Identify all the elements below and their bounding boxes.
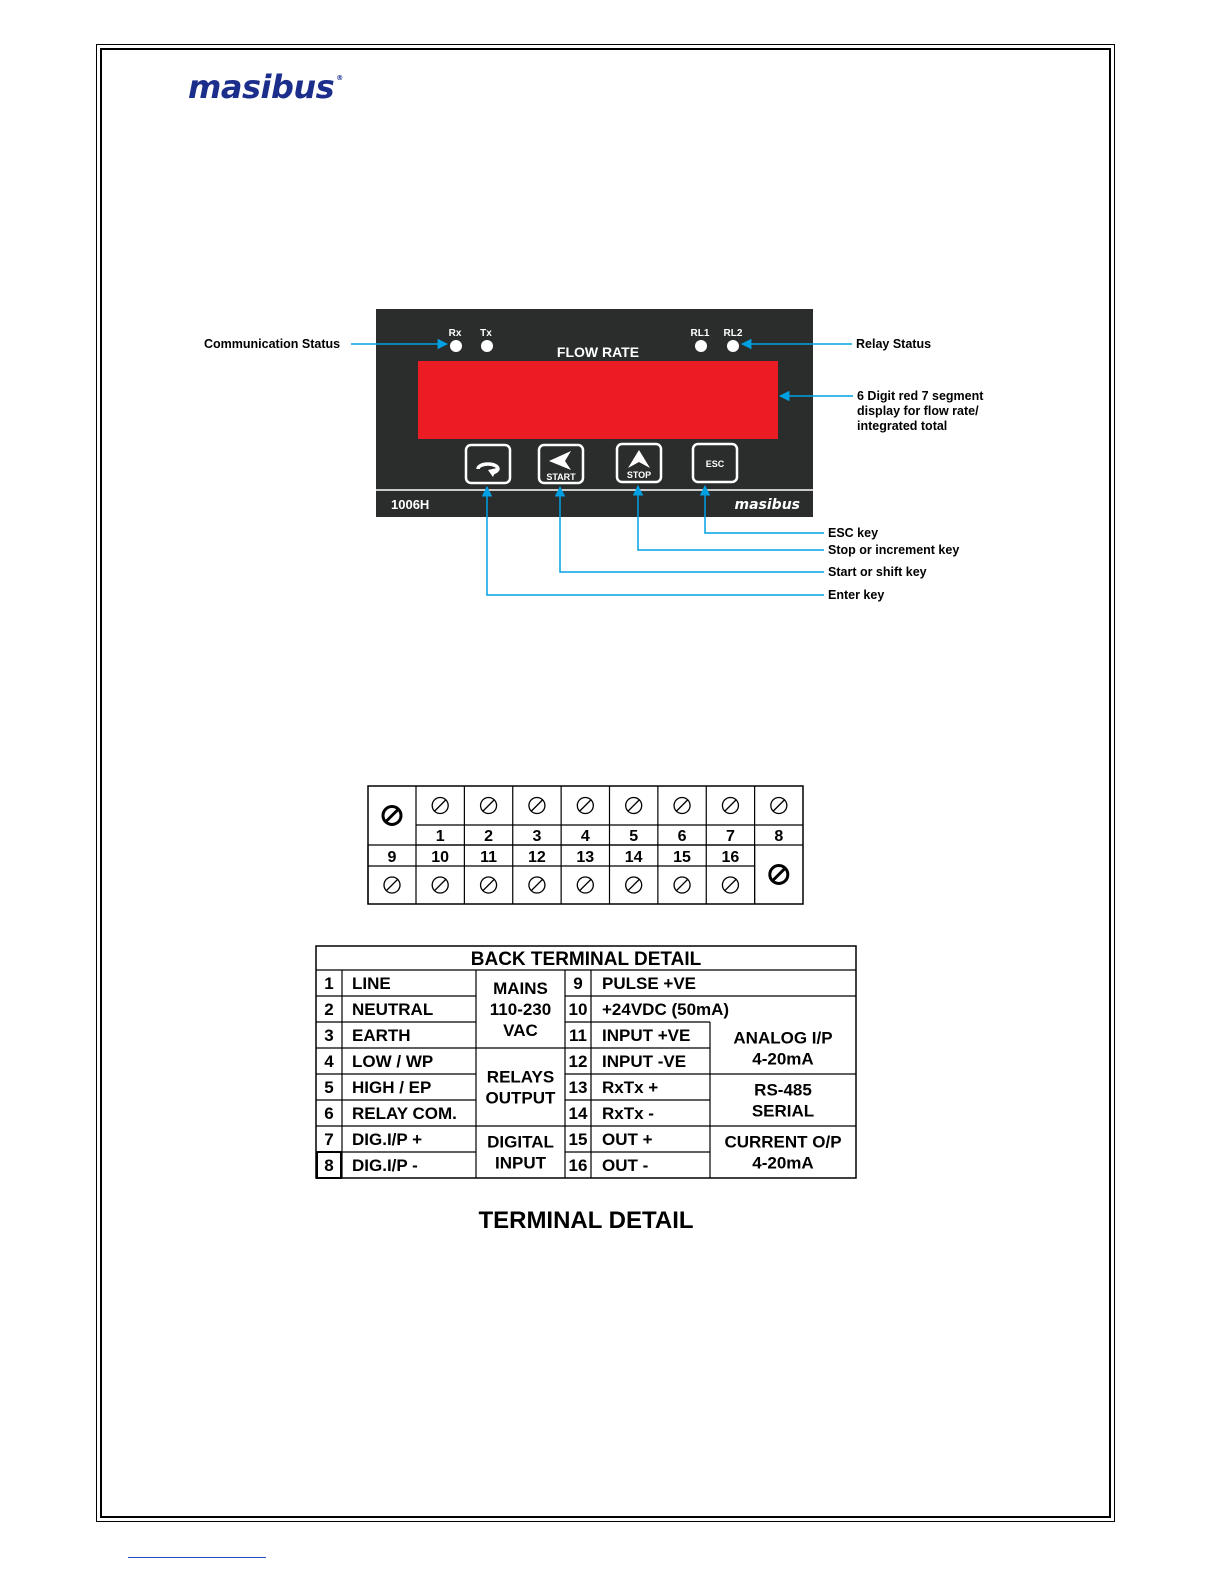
screw-slot (628, 879, 640, 891)
table-right-group: SERIAL (751, 1101, 815, 1121)
table-right-number: 13 (568, 1078, 588, 1097)
table-right-group: ANALOG I/P (733, 1028, 833, 1048)
screw-slot (773, 800, 785, 812)
screw-slot (483, 800, 495, 812)
terminal-screw-icon (577, 877, 593, 893)
table-left-group: VAC (503, 1021, 538, 1040)
table-left-label: RELAY COM. (352, 1104, 457, 1123)
screw-slot (434, 879, 446, 891)
enter-key[interactable] (466, 445, 510, 483)
screw-slot (772, 868, 786, 882)
esc-key-label: ESC (705, 459, 725, 469)
led-label-rl2: RL2 (723, 328, 743, 339)
led-label-tx: Tx (480, 328, 492, 339)
table-right-label: +24VDC (50mA) (602, 1000, 730, 1019)
table-right-number: 14 (568, 1104, 588, 1123)
esc-key[interactable] (693, 444, 737, 482)
table-left-label: HIGH / EP (352, 1078, 432, 1097)
terminal-number: 4 (580, 828, 590, 845)
table-right-group: RS-485 (754, 1080, 812, 1100)
terminal-screw-icon (674, 798, 690, 814)
table-right-number: 11 (569, 1026, 587, 1045)
terminal-screw-icon (577, 798, 593, 814)
table-left-number: 2 (324, 1000, 334, 1019)
enter-key-callout: Enter key (828, 588, 885, 602)
table-left-group: INPUT (495, 1153, 546, 1173)
table-right-number: 16 (568, 1156, 588, 1175)
table-left-group: 110-230 (489, 1000, 552, 1019)
table-left-label: DIG.I/P - (352, 1156, 418, 1175)
screw-slot (483, 879, 495, 891)
table-right-number: 10 (568, 1000, 588, 1019)
table-left-group: RELAYS (486, 1067, 555, 1087)
table-left-number: 1 (324, 974, 334, 993)
table-left-group: DIGITAL (487, 1132, 554, 1152)
terminal-screw-icon (674, 877, 690, 893)
screw-slot (676, 800, 688, 812)
led-label-rx: Rx (448, 328, 462, 339)
screw-slot (579, 879, 591, 891)
table-left-label: DIG.I/P + (352, 1130, 423, 1149)
terminal-number: 5 (629, 828, 639, 845)
start-key[interactable] (539, 445, 583, 483)
screw-slot (434, 800, 446, 812)
terminal-block (368, 786, 803, 904)
display-callout-line3: integrated total (857, 419, 948, 433)
table-left-number: 5 (324, 1078, 334, 1097)
led-label-rl1: RL1 (690, 328, 710, 339)
terminal-screw-icon (481, 877, 497, 893)
table-left-label: LOW / WP (352, 1052, 434, 1071)
table-left-group: OUTPUT (485, 1088, 556, 1108)
table-left-number: 8 (324, 1156, 334, 1175)
screw-slot (724, 879, 736, 891)
terminal-number: 7 (725, 828, 735, 845)
table-right-label: OUT + (602, 1130, 653, 1149)
table-right-label: RxTx + (602, 1078, 659, 1097)
display-title: FLOW RATE (556, 344, 640, 360)
panel-brand: masibus (734, 497, 800, 513)
table-left-label: LINE (352, 974, 391, 993)
table-right-number: 9 (573, 974, 583, 993)
relay-status-label: Relay Status (856, 337, 932, 351)
led-tx (481, 340, 493, 352)
terminal-screw-icon (529, 877, 545, 893)
esc-key-callout: ESC key (828, 526, 879, 540)
table-left-group: MAINS (493, 979, 548, 998)
table-right-label: RxTx - (602, 1104, 654, 1123)
stop-key[interactable] (617, 444, 661, 482)
table-right-number: 12 (568, 1052, 588, 1071)
start-key-callout: Start or shift key (828, 565, 927, 579)
terminal-number: 15 (673, 849, 691, 866)
table-left-number: 7 (324, 1130, 334, 1149)
terminal-number: 12 (528, 849, 546, 866)
back-terminal-table (316, 946, 856, 1178)
terminal-number: 10 (431, 849, 450, 866)
table-left-label: EARTH (352, 1026, 411, 1045)
screw-slot (531, 879, 543, 891)
table-right-number: 15 (568, 1130, 588, 1149)
table-left-number: 4 (324, 1052, 334, 1071)
terminal-number: 16 (721, 849, 740, 866)
terminal-number: 2 (484, 828, 494, 845)
terminal-number: 6 (677, 828, 687, 845)
terminal-screw-icon (432, 798, 448, 814)
display-callout-line2: display for flow rate/ (857, 404, 979, 418)
start-key-label: START (546, 472, 576, 482)
communication-status-label: Communication Status (204, 337, 341, 351)
back-table-title: BACK TERMINAL DETAIL (470, 949, 702, 970)
terminal-number: 9 (387, 849, 397, 866)
table-right-label: OUT - (602, 1156, 649, 1175)
terminal-number: 8 (774, 828, 784, 845)
terminal-number: 1 (435, 828, 445, 845)
table-right-label: INPUT +VE (602, 1026, 691, 1045)
screw-slot (676, 879, 688, 891)
display-callout-line1: 6 Digit red 7 segment (857, 389, 984, 403)
terminal-screw-icon (626, 798, 642, 814)
led-rl2 (727, 340, 739, 352)
terminal-detail-caption: TERMINAL DETAIL (478, 1207, 694, 1234)
terminal-screw-icon (529, 798, 545, 814)
earth-screw-icon (770, 866, 788, 884)
table-left-label: NEUTRAL (352, 1000, 434, 1019)
terminal-number: 14 (624, 849, 643, 866)
screw-slot (531, 800, 543, 812)
footer-link-underline (128, 1555, 266, 1558)
table-left-number: 3 (324, 1026, 334, 1045)
screw-slot (385, 809, 399, 823)
table-right-group: 4-20mA (752, 1049, 814, 1069)
terminal-screw-icon (722, 798, 738, 814)
earth-screw-icon (383, 807, 401, 825)
table-right-group: 4-20mA (752, 1153, 814, 1173)
table-right-label: INPUT -VE (602, 1052, 687, 1071)
seven-segment-display (418, 361, 778, 439)
logo-text: masibus (188, 68, 335, 106)
terminal-number: 13 (576, 849, 595, 866)
terminal-screw-icon (384, 877, 400, 893)
front-panel (376, 309, 813, 517)
screw-slot (579, 800, 591, 812)
terminal-screw-icon (481, 798, 497, 814)
terminal-screw-icon (771, 798, 787, 814)
table-right-label: PULSE +VE (602, 974, 697, 993)
table-right-group: CURRENT O/P (724, 1132, 842, 1152)
terminal-number: 3 (532, 828, 542, 845)
screw-slot (628, 800, 640, 812)
led-rl1 (695, 340, 707, 352)
terminal-screw-icon (722, 877, 738, 893)
terminal-number: 11 (480, 849, 498, 866)
terminal-screw-icon (432, 877, 448, 893)
terminal-screw-icon (626, 877, 642, 893)
screw-slot (724, 800, 736, 812)
stop-key-label: STOP (626, 470, 652, 480)
led-rx (450, 340, 462, 352)
logo-registered-mark: ® (336, 74, 343, 82)
model-number: 1006H (391, 497, 430, 512)
screw-slot (386, 879, 398, 891)
stop-key-callout: Stop or increment key (828, 543, 960, 557)
table-left-number: 6 (324, 1104, 334, 1123)
